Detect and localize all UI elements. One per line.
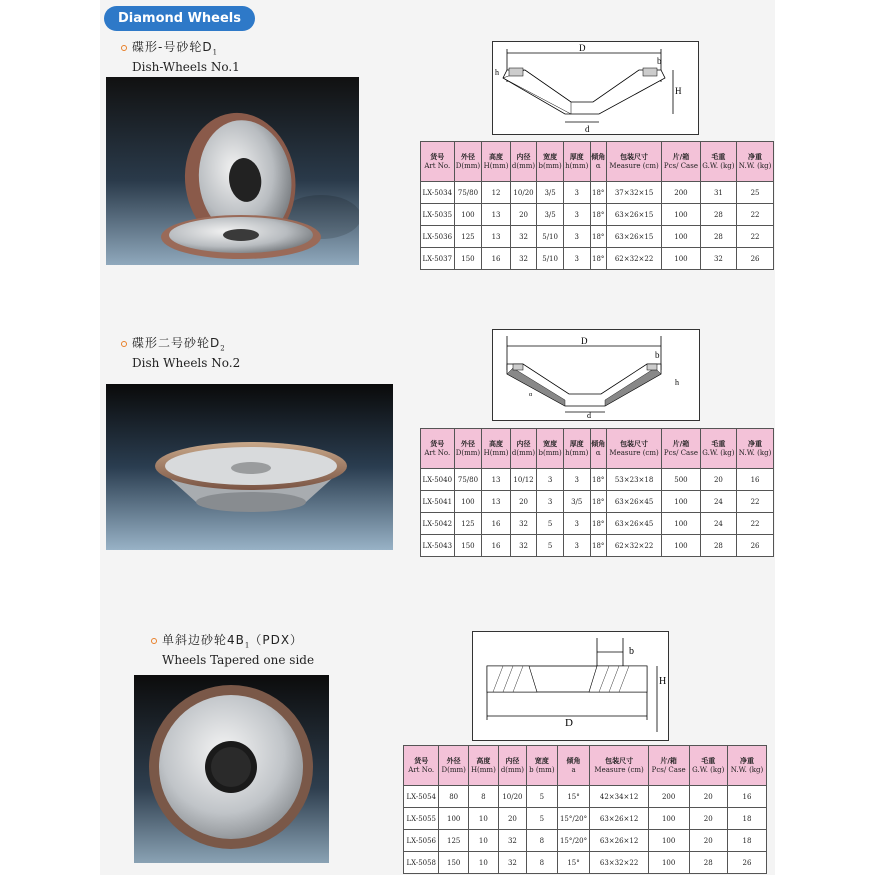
section-2-heading <box>121 336 240 371</box>
table-cell: 22 <box>737 226 774 248</box>
header-en-label: b(mm) <box>538 448 562 457</box>
table-cell: 18° <box>590 491 606 513</box>
table-cell: 15°/20° <box>557 808 590 830</box>
header-en-label: G.W. (kg) <box>702 448 735 457</box>
table-cell: 100 <box>662 491 701 513</box>
table-row <box>421 204 774 226</box>
header-cn-label: 倾角 <box>591 152 606 161</box>
table-row <box>421 182 774 204</box>
table-row <box>421 226 774 248</box>
header-cn-label: 包装尺寸 <box>605 756 634 765</box>
header-en-label: N.W. (kg) <box>738 448 772 457</box>
header-cn-label: 厚度 <box>569 152 584 161</box>
dim-b-label: b <box>655 350 660 360</box>
table-cell: 500 <box>662 469 701 491</box>
table-cell: 32 <box>700 248 736 270</box>
table-header-cell <box>606 429 661 469</box>
table-cell: 63×26×15 <box>606 226 661 248</box>
table-cell: 26 <box>737 535 774 557</box>
table-row <box>404 808 767 830</box>
header-en-label: D(mm) <box>455 448 481 457</box>
table-cell: LX-5043 <box>421 535 455 557</box>
header-cn-label: 倾角 <box>566 756 581 765</box>
table-cell: 3 <box>563 535 590 557</box>
header-cn-label: 内径 <box>505 756 520 765</box>
header-cn-label: 片/箱 <box>672 439 690 448</box>
dim-H-label: H <box>675 86 682 96</box>
table-cell: 13 <box>482 204 510 226</box>
header-cn-label: 宽度 <box>543 152 558 161</box>
table-cell: 20 <box>510 204 537 226</box>
section-3-title-cn: 单斜边砂轮4B <box>162 633 245 647</box>
header-en-label: a <box>571 765 576 774</box>
table-cell: 20 <box>700 469 736 491</box>
header-en-label: Art No. <box>408 765 435 774</box>
header-en-label: G.W. (kg) <box>692 765 725 774</box>
table-header-cell <box>510 142 537 182</box>
table-cell: 20 <box>510 491 537 513</box>
table-cell: 100 <box>662 226 701 248</box>
table-cell: 22 <box>737 513 774 535</box>
table-cell: 100 <box>662 204 701 226</box>
table-header-cell <box>526 746 557 786</box>
table-cell: 200 <box>662 182 701 204</box>
table-cell: 100 <box>648 830 689 852</box>
header-en-label: α <box>595 448 601 457</box>
header-cn-label: 毛重 <box>711 152 726 161</box>
section-1-heading <box>121 40 240 75</box>
table-cell: 53×23×18 <box>606 469 661 491</box>
table-cell: 100 <box>662 513 701 535</box>
table-cell: LX-5056 <box>404 830 439 852</box>
header-en-label: D(mm) <box>441 765 466 774</box>
table-cell: 150 <box>454 248 482 270</box>
section-badge: Diamond Wheels <box>104 6 255 31</box>
table-cell: 18° <box>590 248 606 270</box>
table-cell: 32 <box>510 226 537 248</box>
dim-d-label: d <box>587 411 591 420</box>
table-header-cell <box>468 746 498 786</box>
header-cn-label: 厚度 <box>569 439 584 448</box>
table-cell: LX-5054 <box>404 786 439 808</box>
header-cn-label: 外径 <box>446 756 461 765</box>
header-cn-label: 内径 <box>516 152 531 161</box>
table-cell: 31 <box>700 182 736 204</box>
table-cell: 22 <box>737 204 774 226</box>
table-header-cell <box>662 429 701 469</box>
table-cell: 63×26×12 <box>590 830 648 852</box>
section-1-title-cn: 碟形-号砂轮D <box>132 40 213 54</box>
table-cell: 62×32×22 <box>606 248 661 270</box>
table-cell: 16 <box>482 513 510 535</box>
table-row <box>404 786 767 808</box>
header-cn-label: 净重 <box>740 756 754 765</box>
table-cell: 12 <box>482 182 510 204</box>
table-cell: 150 <box>439 852 468 874</box>
header-en-label: N.W. (kg) <box>738 161 772 170</box>
table-cell: 28 <box>700 204 736 226</box>
table-row <box>404 852 767 874</box>
dim-D-label: D <box>581 336 588 346</box>
table-cell: 20 <box>689 808 728 830</box>
section-3-title-en: Wheels Tapered one side <box>162 653 315 668</box>
table-cell: 3 <box>563 248 590 270</box>
table-cell: 32 <box>510 535 537 557</box>
table-cell: 80 <box>439 786 468 808</box>
header-cn-label: 片/箱 <box>660 756 677 765</box>
table-cell: 16 <box>482 535 510 557</box>
dim-H-label: H <box>659 676 667 687</box>
header-en-label: Pcs/ Case <box>663 448 698 457</box>
header-en-label: h(mm) <box>565 161 589 170</box>
section-3-product-photo <box>134 675 329 863</box>
header-cn-label: 净重 <box>748 439 763 448</box>
table-cell: 62×32×22 <box>606 535 661 557</box>
dim-b-label: b <box>657 56 662 66</box>
table-cell: 28 <box>700 535 736 557</box>
table-header-cell <box>590 142 606 182</box>
table-row <box>421 248 774 270</box>
header-en-label: Measure (cm) <box>594 765 644 774</box>
table-cell: 32 <box>498 830 526 852</box>
table-cell: 16 <box>737 469 774 491</box>
table-cell: 5 <box>537 535 564 557</box>
table-cell: 32 <box>510 248 537 270</box>
header-cn-label: 包装尺寸 <box>620 439 649 448</box>
table-cell: 25 <box>737 182 774 204</box>
table-cell: 3 <box>537 469 564 491</box>
header-cn-label: 外径 <box>460 152 475 161</box>
table-cell: 13 <box>482 491 510 513</box>
table-header-cell <box>482 142 510 182</box>
header-cn-label: 货号 <box>430 439 445 448</box>
header-cn-label: 外径 <box>460 439 475 448</box>
table-row <box>404 830 767 852</box>
table-cell: 3/5 <box>537 182 564 204</box>
table-cell: 8 <box>526 830 557 852</box>
table-cell: 15° <box>557 852 590 874</box>
header-en-label: Pcs/ Case <box>651 765 686 774</box>
table-cell: 18 <box>728 830 767 852</box>
table-row <box>421 491 774 513</box>
dim-h-label: h <box>495 68 499 77</box>
table-cell: LX-5055 <box>404 808 439 830</box>
table-cell: LX-5042 <box>421 513 455 535</box>
dim-d-label: d <box>585 124 590 134</box>
dim-D-label: D <box>579 43 586 53</box>
table-header-cell <box>557 746 590 786</box>
table-cell: 20 <box>689 830 728 852</box>
table-cell: 3/5 <box>537 204 564 226</box>
table-header-cell <box>421 142 455 182</box>
table-cell: 5 <box>526 786 557 808</box>
table-header-cell <box>482 429 510 469</box>
section-2-title-en: Dish Wheels No.2 <box>132 356 241 371</box>
table-cell: 18° <box>590 226 606 248</box>
table-header-cell <box>404 746 439 786</box>
table-header-cell <box>728 746 767 786</box>
table-cell: 32 <box>510 513 537 535</box>
table-header-cell <box>563 142 590 182</box>
section-1-title-sub: 1 <box>212 48 218 57</box>
header-cn-label: 高度 <box>476 756 491 765</box>
table-cell: LX-5041 <box>421 491 455 513</box>
table-row <box>421 535 774 557</box>
table-cell: 63×26×45 <box>606 491 661 513</box>
table-cell: 15°/20° <box>557 830 590 852</box>
bullet-icon <box>151 638 157 644</box>
table-cell: 10 <box>468 852 498 874</box>
header-cn-label: 宽度 <box>534 756 549 765</box>
header-en-label: Measure (cm) <box>609 448 659 457</box>
table-cell: LX-5058 <box>404 852 439 874</box>
table-cell: 63×26×15 <box>606 204 661 226</box>
table-row <box>421 469 774 491</box>
table-cell: 18° <box>590 513 606 535</box>
section-1-spec-table <box>420 141 774 270</box>
section-2-technical-drawing <box>492 329 700 421</box>
header-en-label: H(mm) <box>483 161 509 170</box>
section-2-product-photo <box>106 384 393 550</box>
header-cn-label: 片/箱 <box>672 152 690 161</box>
table-cell: 8 <box>526 852 557 874</box>
header-cn-label: 宽度 <box>543 439 558 448</box>
table-cell: 24 <box>700 491 736 513</box>
table-header-cell <box>421 429 455 469</box>
table-header-cell <box>590 429 606 469</box>
header-en-label: b(mm) <box>538 161 562 170</box>
table-cell: 3 <box>563 204 590 226</box>
table-header-cell <box>454 142 482 182</box>
table-cell: 3 <box>563 226 590 248</box>
section-3-technical-drawing <box>472 631 669 741</box>
table-cell: 75/80 <box>454 182 482 204</box>
table-header-cell <box>454 429 482 469</box>
header-cn-label: 毛重 <box>701 756 716 765</box>
table-cell: 63×26×12 <box>590 808 648 830</box>
header-en-label: H(mm) <box>483 448 509 457</box>
table-cell: 28 <box>700 226 736 248</box>
dim-alpha-label: α <box>529 392 533 398</box>
table-cell: 18° <box>590 182 606 204</box>
table-cell: 16 <box>728 786 767 808</box>
table-cell: LX-5034 <box>421 182 455 204</box>
header-en-label: Measure (cm) <box>609 161 659 170</box>
header-cn-label: 高度 <box>489 439 504 448</box>
table-header-cell <box>537 429 564 469</box>
section-2-title-sub: 2 <box>220 344 225 353</box>
table-cell: 3 <box>563 469 590 491</box>
table-cell: 26 <box>728 852 767 874</box>
table-cell: 20 <box>498 808 526 830</box>
table-header-cell <box>700 142 736 182</box>
table-cell: 125 <box>439 830 468 852</box>
table-header-cell <box>700 429 736 469</box>
section-3-title-cn-suffix: （PDX） <box>249 633 304 647</box>
dim-h-label: h <box>675 378 679 387</box>
table-cell: 5 <box>526 808 557 830</box>
header-en-label: N.W. (kg) <box>730 765 764 774</box>
section-1-technical-drawing <box>492 41 699 135</box>
table-cell: 3 <box>563 513 590 535</box>
table-cell: 10/12 <box>510 469 537 491</box>
bullet-icon <box>121 45 127 51</box>
table-cell: LX-5040 <box>421 469 455 491</box>
dim-D-label: D <box>565 717 573 729</box>
section-3-title-sub: 1 <box>244 641 250 650</box>
table-header-cell <box>590 746 648 786</box>
table-cell: 100 <box>662 535 701 557</box>
table-cell: 18° <box>590 535 606 557</box>
table-row <box>421 513 774 535</box>
table-header-cell <box>537 142 564 182</box>
header-en-label: d(mm) <box>500 765 525 774</box>
header-en-label: h(mm) <box>565 448 589 457</box>
header-en-label: Pcs/ Case <box>663 161 698 170</box>
table-header-cell <box>510 429 537 469</box>
header-cn-label: 货号 <box>414 756 429 765</box>
table-cell: 18° <box>590 204 606 226</box>
section-3-spec-table <box>403 745 767 874</box>
table-cell: 16 <box>482 248 510 270</box>
table-cell: 125 <box>454 226 482 248</box>
table-cell: 125 <box>454 513 482 535</box>
dim-b-label: b <box>629 646 634 657</box>
table-header-cell <box>563 429 590 469</box>
header-cn-label: 内径 <box>516 439 531 448</box>
table-cell: 13 <box>482 226 510 248</box>
table-header-cell <box>439 746 468 786</box>
table-cell: 3 <box>537 491 564 513</box>
table-cell: 3 <box>563 182 590 204</box>
table-cell: LX-5036 <box>421 226 455 248</box>
table-header-cell <box>606 142 661 182</box>
table-cell: 3/5 <box>563 491 590 513</box>
table-cell: 10 <box>468 830 498 852</box>
section-1-product-photo <box>106 77 359 265</box>
header-en-label: Art No. <box>424 161 451 170</box>
table-cell: 5/10 <box>537 248 564 270</box>
table-cell: 5 <box>537 513 564 535</box>
header-en-label: d(mm) <box>511 161 536 170</box>
header-cn-label: 毛重 <box>711 439 726 448</box>
header-en-label: Art No. <box>424 448 451 457</box>
table-cell: 200 <box>648 786 689 808</box>
table-cell: 28 <box>689 852 728 874</box>
header-en-label: G.W. (kg) <box>702 161 735 170</box>
table-cell: 100 <box>648 852 689 874</box>
section-2-spec-table <box>420 428 774 557</box>
bullet-icon <box>121 341 127 347</box>
header-en-label: H(mm) <box>470 765 496 774</box>
section-1-title-en: Dish-Wheels No.1 <box>132 60 240 75</box>
table-header-cell <box>737 429 774 469</box>
table-header-cell <box>689 746 728 786</box>
header-cn-label: 净重 <box>748 152 763 161</box>
header-en-label: α <box>595 161 601 170</box>
table-cell: 100 <box>454 491 482 513</box>
table-cell: 42×34×12 <box>590 786 648 808</box>
header-cn-label: 货号 <box>430 152 445 161</box>
table-cell: 37×32×15 <box>606 182 661 204</box>
table-cell: 18 <box>728 808 767 830</box>
table-cell: 150 <box>454 535 482 557</box>
table-cell: 100 <box>662 248 701 270</box>
table-cell: 13 <box>482 469 510 491</box>
table-cell: 32 <box>498 852 526 874</box>
table-cell: 22 <box>737 491 774 513</box>
table-cell: 63×26×45 <box>606 513 661 535</box>
table-cell: 18° <box>590 469 606 491</box>
table-cell: 10/20 <box>498 786 526 808</box>
header-en-label: D(mm) <box>455 161 481 170</box>
section-2-title-cn: 碟形二号砂轮D <box>132 336 221 350</box>
header-cn-label: 包装尺寸 <box>620 152 649 161</box>
table-cell: 5/10 <box>537 226 564 248</box>
table-cell: 8 <box>468 786 498 808</box>
table-cell: 63×32×22 <box>590 852 648 874</box>
table-header-cell <box>737 142 774 182</box>
table-cell: LX-5037 <box>421 248 455 270</box>
table-cell: 100 <box>439 808 468 830</box>
header-en-label: b (mm) <box>529 765 555 774</box>
table-cell: 15° <box>557 786 590 808</box>
header-en-label: d(mm) <box>511 448 536 457</box>
table-cell: 100 <box>648 808 689 830</box>
header-cn-label: 倾角 <box>591 439 606 448</box>
table-cell: 20 <box>689 786 728 808</box>
table-cell: 10/20 <box>510 182 537 204</box>
header-cn-label: 高度 <box>489 152 504 161</box>
table-header-cell <box>662 142 701 182</box>
table-header-cell <box>498 746 526 786</box>
section-3-heading <box>151 633 314 668</box>
table-cell: 100 <box>454 204 482 226</box>
table-cell: 75/80 <box>454 469 482 491</box>
table-cell: 26 <box>737 248 774 270</box>
table-cell: LX-5035 <box>421 204 455 226</box>
table-header-cell <box>648 746 689 786</box>
table-cell: 24 <box>700 513 736 535</box>
table-cell: 10 <box>468 808 498 830</box>
